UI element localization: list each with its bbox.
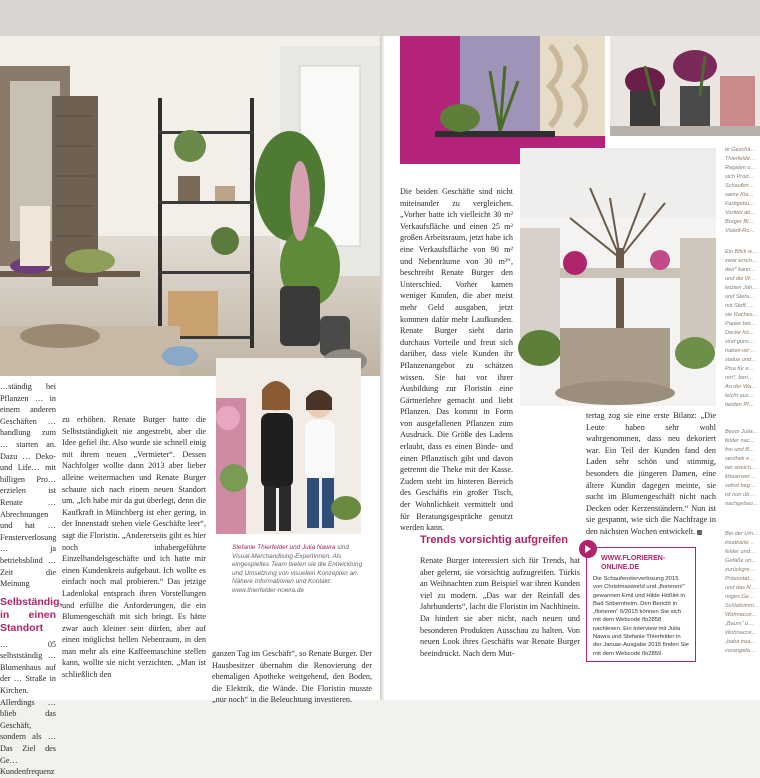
col1-text: …ständig bei Pflanzen … in einem anderen Geschäften … handlung zum … starten an. Dazu … Deko- und Life… mit billigen Pro… erzielen ist Renate … Abrechnungen und hat … Fensterverlosung … ja betriebsblind … Zeit die Meinung — [0, 382, 57, 589]
article-column-3 — [212, 648, 372, 705]
wall-decor-photo — [400, 36, 605, 164]
page-top-band — [0, 0, 760, 36]
rcol1-text-2: Renate Burger interessiert sich für Trends, hat aber gelernt, sie vorsichtig aufzugreifen. Türkis an Weihnachten zum Beispiel war ihren Kunden viel zu modern. „Das war der Reinfall des Jahrhunderts“, lacht die Floristin im Nachhinein. Da hindert sie aber nicht, nach neuen und besonderen Produkten Ausschau zu halten. Von neuen Look ihres Geschäfts war Renate Burger beeindruckt. Nach dem Mut- — [420, 556, 580, 658]
shop-interior-illustration — [0, 36, 380, 376]
orchid-photo — [610, 36, 760, 136]
rcol2-text: tertag zog sie eine erste Bilanz: „Die Leute haben sehr wohl wahrgenommen, dass neu dekoriert war. Ein Teil der Kunden fand den Laden sehr schön und stimmig, besonders die jüngeren Damen, eine ältere Kundin dagegen meinte, sie sucht im Blumengeschäft nicht nach Decken oder Kerzenständern.“ Nun ist sie gespannt, wie sich die Nachfrage in den nächsten Wochen entwickelt. — [586, 411, 716, 536]
margin-note-c-text: Bevor Julia… felder nac… frei und B… senthek e… tan streich… Mauerwer… sofort beg… ist nun üb… nachgebau… — [725, 429, 759, 507]
subheading-trends: Trends vorsichtig aufgreifen — [420, 534, 568, 546]
left-page — [0, 36, 380, 777]
caption-text: sind Visual-Merchandising-Expertinnen. Als eingespieltes Team bieten sie die Entwicklung und Umsetzung von visuellen Konzepten an. Nähere Informationen und Kontakt: www.thierfelder-nowra.de — [232, 544, 363, 594]
info-box-text: Die Schaufensterverlosung 2015 von Christmasworld und „florieren!“ gewannen Emil und Hilde Hößlet in Bad Sobernheim. Den Bericht in „florieren“ 6/2015 können Sie sich mit dem Webcode flo2858 nachlesen. Ein Interview mit Julia Nawra und Stefanie Thierfelder in der Januar-Ausgabe 2015 finden Sie mit dem Webcode flo2859. — [593, 576, 689, 657]
arrow-badge-icon — [579, 540, 597, 558]
article-end-mark — [697, 530, 702, 535]
article-column-right-1 — [400, 186, 513, 534]
margin-note-d-text: Bei der Um… treatkarte… felder und… Gefäße un… zurückgre… Präsentat… und das N… miges Ge… Schlafzimm… Wohnacce… „Baum“ ü… Wohnacce… „baba trea… vorangefa… — [725, 531, 760, 654]
col3-text: ganzen Tag im Geschäft“, so Renate Burger. Der Hausbesitzer übernahm die Renovierung der ehemaligen Apotheke weitgehend, den Boden, die Elektrik, die Wände. Die Floristin musste „nur noch“ in die Beleuchtung investieren. — [212, 649, 372, 705]
article-column-right-2 — [586, 410, 716, 538]
info-box — [586, 547, 696, 662]
shop-interior-photo-2 — [520, 148, 716, 406]
caption-names: Stefanie Thierfelder und Julia Nawra — [232, 544, 336, 551]
orchid-illustration — [610, 36, 760, 136]
info-box-url[interactable]: WWW.FLORIEREN-ONLINE.DE — [601, 555, 666, 571]
margin-note-a-text: te Geschä… Thierfelde… Regalen u… sich Prod… Schaufen… same Kla… Farbgebu… Vorfeld ab… Burger Bl… Violett-Ro… — [725, 147, 757, 234]
shop-interior-illustration-2 — [520, 148, 716, 406]
right-page — [384, 36, 760, 700]
wall-decor-illustration — [400, 36, 605, 164]
margin-note-b — [725, 248, 760, 414]
rcol1-text: Die beiden Geschäfte sind nicht miteinander zu vergleichen. „Vorher hatte ich vielleicht 30 m² Verkaufsfläche und einen 25 m² großen Arbeitsraum, jetzt habe ich eine Verkaufsfläche von 90 m² und Nebenräume von 30 m²“, beschreibt Renate Burger den Unterschied. Vorher kamen weniger Kunden, die aber meist mehr Geld ausgaben, jetzt kommen dafür mehr Laufkunden. Renate Burger sieht darin durchaus Vorteile und freut sich darüber, dass viele Kunden ihr Pflanzenangebot zu schätzen wissen. Sie hat vor ihrer Ausbildung zur Floristin eine Gärtnerlehre gemacht und liebt Pflanzen. Das kommt in Form von ausgefallenen Pflanzen zum Ausdruck. Die Größe des Ladens erlaubt, dass es einen Binde- und einen Pflanztisch gibt und davon getrennt die Theke mit der Kasse. Zudem steht im hinteren Bereich des Geschäfts ein großer Tisch, der Wohnlichkeit vermittelt und für Beratungsgespräche genutzt werden kann. — [400, 187, 513, 533]
subheading-selbstaendig: Selbständig, in einen Standort — [0, 595, 63, 634]
portrait-illustration — [216, 358, 361, 534]
margin-note-c — [725, 428, 760, 524]
article-column-1 — [0, 381, 63, 778]
col2-text: zu erhöhen. Renate Burger hatte die Selbstständigkeit nie angestrebt, aber die Idee gefiel ihr. Also wurde sie schnell einig mit ihrem neuen „Vermieter“. Dessen Nachfolger wollte dann 2013 aber lieber alleine weitermachen und Renate Burger schaute sich nach einem neuen Standort um. „Ich habe mir da gut überlegt, denn die Kaufkraft in Münchberg ist eher gering, in der Innenstadt stehen viele Geschäfte leer“, sagt die Floristin. „Andererseits gibt es hier noch inhabergeführte Einzelhandelsgeschäfte und ich hatte mir einen Kundenkreis aufgebaut. Ich wollte es einfach noch mal probieren.“ Das jetzige Ladenlokal entsprach ihren Vorstellungen und erfüllte die Anforderungen, die ein Blumengeschäft mit sich bringt. Es hätte zwar auch kleiner sein dürfen, aber auf einen möglichst hellen Nebenraum, in den man mehr als eine Kaffeemaschine stellen kann, wollte sie nicht verzichten. „Man ist schließlich den — [62, 415, 206, 680]
margin-note-b-text: Ein Blick w… zwar ersch… den* kann… und die W… letzten Jah… und Stefa… mit Stoff, … sie Raches… Papier bel… Decke hö… sind güns… haben wir… statue und… Pisa für e… ren*, beri… An der Wa… leicht aus… beiden Pf… — [725, 249, 759, 408]
portrait-photo — [216, 358, 361, 534]
article-column-2 — [62, 414, 206, 700]
col1-text-2: … 05 selbstständig … Blumenhaus auf der … Straße in Kirchen. Allerdings … blieb das Geschäft, sondern als … Das Ziel des Ge… Kundenfrequenz — [0, 639, 56, 777]
margin-note-a — [725, 146, 760, 246]
photo-caption — [232, 544, 364, 596]
margin-note-d — [725, 530, 760, 680]
shop-interior-photo — [0, 36, 380, 376]
